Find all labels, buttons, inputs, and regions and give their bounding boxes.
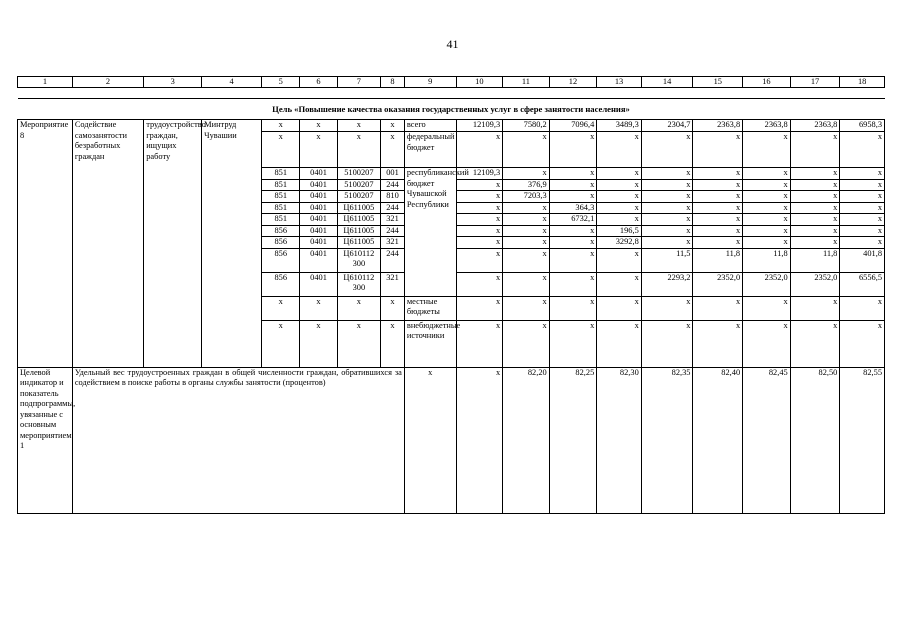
value-cell: x xyxy=(790,214,840,226)
indicator-row xyxy=(18,367,885,513)
budget-code: 5100207 xyxy=(337,191,380,203)
value-cell: 2304,7 xyxy=(641,120,693,132)
value-cell: x xyxy=(743,296,791,320)
value-cell: x xyxy=(456,248,503,272)
value-cell: 3489,3 xyxy=(597,120,641,132)
value-cell: 6732,1 xyxy=(549,214,597,226)
value-cell: 12109,3 xyxy=(456,168,503,180)
funding-source: местные бюджеты xyxy=(404,296,456,320)
spacer-row xyxy=(18,88,885,99)
value-cell: x xyxy=(641,237,693,249)
value-cell: 376,9 xyxy=(503,179,550,191)
value-cell: x xyxy=(840,296,885,320)
budget-code: x xyxy=(381,320,405,367)
value-cell: x xyxy=(840,179,885,191)
budget-code: Ц610112 300 xyxy=(337,248,380,272)
column-number: 8 xyxy=(381,77,405,88)
value-cell: x xyxy=(743,202,791,214)
value-cell: x xyxy=(597,272,641,296)
value-cell: 2352,0 xyxy=(743,272,791,296)
budget-code: 851 xyxy=(262,202,300,214)
value-cell: x xyxy=(549,272,597,296)
value-cell: x xyxy=(641,168,693,180)
value-cell: x xyxy=(597,191,641,203)
value-cell: x xyxy=(840,168,885,180)
value-cell: 7096,4 xyxy=(549,120,597,132)
value-cell: x xyxy=(503,214,550,226)
column-number: 17 xyxy=(790,77,840,88)
budget-code: 321 xyxy=(381,214,405,226)
value-cell: x xyxy=(597,214,641,226)
funding-source: внебюджетные источники xyxy=(404,320,456,367)
value-cell: x xyxy=(456,214,503,226)
value-cell: x xyxy=(790,179,840,191)
value-cell: x xyxy=(549,191,597,203)
indicator-label: Целевой индикатор и показатель подпрограммы, увязанные с основным мероприятием 1 xyxy=(18,367,73,513)
value-cell: 2363,8 xyxy=(743,120,791,132)
value-cell: x xyxy=(743,179,791,191)
budget-table xyxy=(17,76,885,514)
budget-code: x xyxy=(300,320,337,367)
budget-code: x xyxy=(381,132,405,168)
value-cell: x xyxy=(743,225,791,237)
indicator-value: 82,25 xyxy=(549,367,597,513)
value-cell: x xyxy=(641,179,693,191)
budget-code: Ц611005 xyxy=(337,237,380,249)
value-cell: x xyxy=(790,296,840,320)
budget-code: x xyxy=(262,132,300,168)
value-cell: x xyxy=(503,202,550,214)
value-cell: 2352,0 xyxy=(693,272,743,296)
budget-code: 5100207 xyxy=(337,179,380,191)
budget-code: 851 xyxy=(262,191,300,203)
budget-code: 244 xyxy=(381,248,405,272)
value-cell: x xyxy=(641,214,693,226)
budget-code: x xyxy=(337,132,380,168)
value-cell: 12109,3 xyxy=(456,120,503,132)
value-cell: 2293,2 xyxy=(641,272,693,296)
value-cell: x xyxy=(549,168,597,180)
value-cell: x xyxy=(597,132,641,168)
column-number: 11 xyxy=(503,77,550,88)
column-number: 3 xyxy=(144,77,202,88)
budget-code: 0401 xyxy=(300,225,337,237)
value-cell: x xyxy=(693,179,743,191)
value-cell: x xyxy=(743,191,791,203)
value-cell: 11,8 xyxy=(743,248,791,272)
value-cell: 7203,3 xyxy=(503,191,550,203)
budget-code: x xyxy=(337,120,380,132)
value-cell: x xyxy=(693,225,743,237)
value-cell: x xyxy=(790,202,840,214)
budget-code: 0401 xyxy=(300,179,337,191)
value-cell: 401,8 xyxy=(840,248,885,272)
value-cell: x xyxy=(641,320,693,367)
value-cell: 2363,8 xyxy=(790,120,840,132)
budget-code: x xyxy=(300,132,337,168)
value-cell: x xyxy=(597,202,641,214)
value-cell: x xyxy=(840,320,885,367)
budget-code: 0401 xyxy=(300,237,337,249)
value-cell: x xyxy=(503,248,550,272)
value-cell: x xyxy=(456,237,503,249)
value-cell: x xyxy=(693,132,743,168)
budget-code: x xyxy=(337,320,380,367)
budget-code: x xyxy=(337,296,380,320)
value-cell: x xyxy=(790,168,840,180)
value-cell: x xyxy=(597,248,641,272)
event-label: Мероприятие 8 xyxy=(18,120,73,368)
indicator-value: 82,35 xyxy=(641,367,693,513)
budget-code: 5100207 xyxy=(337,168,380,180)
column-number: 9 xyxy=(404,77,456,88)
value-cell: x xyxy=(840,132,885,168)
budget-code: 851 xyxy=(262,179,300,191)
value-cell: x xyxy=(743,320,791,367)
budget-code: Ц611005 xyxy=(337,202,380,214)
value-cell: x xyxy=(549,132,597,168)
value-cell: x xyxy=(597,320,641,367)
indicator-value: x xyxy=(404,367,456,513)
funding-source: республиканский бюджет Чувашской Республики xyxy=(404,168,456,297)
value-cell: x xyxy=(641,132,693,168)
value-cell: x xyxy=(503,132,550,168)
column-number: 16 xyxy=(743,77,791,88)
value-cell: x xyxy=(503,237,550,249)
budget-code: 321 xyxy=(381,237,405,249)
budget-code: 856 xyxy=(262,248,300,272)
value-cell: x xyxy=(790,237,840,249)
value-cell: x xyxy=(503,272,550,296)
indicator-value: x xyxy=(456,367,503,513)
value-cell: 7580,2 xyxy=(503,120,550,132)
event-executor: Минтруд Чувашии xyxy=(202,120,262,368)
budget-code: 851 xyxy=(262,168,300,180)
value-cell: x xyxy=(597,179,641,191)
value-cell: x xyxy=(549,225,597,237)
value-cell: x xyxy=(549,237,597,249)
budget-code: 0401 xyxy=(300,191,337,203)
value-cell: x xyxy=(456,272,503,296)
budget-code: x xyxy=(262,120,300,132)
value-cell: x xyxy=(456,179,503,191)
budget-code: 856 xyxy=(262,225,300,237)
value-cell: x xyxy=(693,202,743,214)
value-cell: 11,5 xyxy=(641,248,693,272)
budget-code: x xyxy=(262,296,300,320)
value-cell: 11,8 xyxy=(693,248,743,272)
value-cell: x xyxy=(456,320,503,367)
value-cell: x xyxy=(693,191,743,203)
column-number: 6 xyxy=(300,77,337,88)
budget-code: Ц611005 xyxy=(337,225,380,237)
goal-title: Цель «Повышение качества оказания государственных услуг в сфере занятости населения» xyxy=(18,99,885,120)
budget-code: x xyxy=(381,296,405,320)
column-number: 10 xyxy=(456,77,503,88)
value-cell: 6556,5 xyxy=(840,272,885,296)
value-cell: x xyxy=(790,132,840,168)
budget-code: 244 xyxy=(381,202,405,214)
budget-code: 856 xyxy=(262,237,300,249)
value-cell: 6958,3 xyxy=(840,120,885,132)
table-row xyxy=(18,120,885,132)
budget-code: 321 xyxy=(381,272,405,296)
indicator-value: 82,55 xyxy=(840,367,885,513)
value-cell: x xyxy=(693,320,743,367)
budget-code: 244 xyxy=(381,179,405,191)
value-cell: x xyxy=(597,168,641,180)
value-cell: 364,3 xyxy=(549,202,597,214)
value-cell: x xyxy=(693,168,743,180)
value-cell: x xyxy=(790,320,840,367)
value-cell: x xyxy=(597,296,641,320)
budget-code: 0401 xyxy=(300,272,337,296)
budget-code: x xyxy=(262,320,300,367)
value-cell: x xyxy=(503,296,550,320)
indicator-name: Удельный вес трудоустроенных граждан в общей численности граждан, обратившихся за содействием в поиске работы в органы службы занятости (процентов) xyxy=(72,367,404,513)
budget-code: x xyxy=(381,120,405,132)
funding-source: федеральный бюджет xyxy=(404,132,456,168)
column-number: 7 xyxy=(337,77,380,88)
value-cell: x xyxy=(693,214,743,226)
value-cell: x xyxy=(790,191,840,203)
budget-code: 856 xyxy=(262,272,300,296)
event-name: Содействие самозанятости безработных граждан xyxy=(72,120,143,368)
value-cell: 2352,0 xyxy=(790,272,840,296)
budget-code: Ц610112 300 xyxy=(337,272,380,296)
budget-code: 0401 xyxy=(300,248,337,272)
value-cell: x xyxy=(456,191,503,203)
indicator-value: 82,45 xyxy=(743,367,791,513)
column-number: 12 xyxy=(549,77,597,88)
budget-code: x xyxy=(300,120,337,132)
indicator-value: 82,50 xyxy=(790,367,840,513)
column-number-row xyxy=(18,77,885,88)
value-cell: x xyxy=(743,132,791,168)
value-cell: x xyxy=(456,202,503,214)
event-result: трудоустройство граждан, ищущих работу xyxy=(144,120,202,368)
budget-code: Ц611005 xyxy=(337,214,380,226)
value-cell: x xyxy=(693,296,743,320)
value-cell: 2363,8 xyxy=(693,120,743,132)
column-number: 14 xyxy=(641,77,693,88)
value-cell: x xyxy=(456,296,503,320)
value-cell: x xyxy=(840,237,885,249)
value-cell: x xyxy=(549,248,597,272)
value-cell: x xyxy=(641,191,693,203)
column-number: 18 xyxy=(840,77,885,88)
value-cell: x xyxy=(549,179,597,191)
value-cell: x xyxy=(503,168,550,180)
value-cell: x xyxy=(503,320,550,367)
value-cell: x xyxy=(743,237,791,249)
value-cell: x xyxy=(840,214,885,226)
budget-code: 0401 xyxy=(300,202,337,214)
column-number: 5 xyxy=(262,77,300,88)
column-number: 13 xyxy=(597,77,641,88)
column-number: 2 xyxy=(72,77,143,88)
column-number: 1 xyxy=(18,77,73,88)
value-cell: x xyxy=(743,214,791,226)
indicator-value: 82,20 xyxy=(503,367,550,513)
value-cell: x xyxy=(456,132,503,168)
value-cell: 196,5 xyxy=(597,225,641,237)
value-cell: x xyxy=(456,225,503,237)
page-number: 41 xyxy=(446,37,459,51)
budget-code: 0401 xyxy=(300,214,337,226)
goal-row xyxy=(18,99,885,120)
value-cell: x xyxy=(693,237,743,249)
budget-code: 851 xyxy=(262,214,300,226)
budget-code: 0401 xyxy=(300,168,337,180)
budget-code: 810 xyxy=(381,191,405,203)
value-cell: x xyxy=(641,202,693,214)
value-cell: x xyxy=(840,191,885,203)
funding-source: всего xyxy=(404,120,456,132)
column-number: 4 xyxy=(202,77,262,88)
value-cell: 11,8 xyxy=(790,248,840,272)
value-cell: x xyxy=(743,168,791,180)
budget-code: 001 xyxy=(381,168,405,180)
indicator-value: 82,40 xyxy=(693,367,743,513)
value-cell: x xyxy=(790,225,840,237)
budget-code: 244 xyxy=(381,225,405,237)
value-cell: x xyxy=(641,225,693,237)
value-cell: x xyxy=(549,320,597,367)
value-cell: 3292,8 xyxy=(597,237,641,249)
column-number: 15 xyxy=(693,77,743,88)
value-cell: x xyxy=(641,296,693,320)
budget-code: x xyxy=(300,296,337,320)
value-cell: x xyxy=(840,202,885,214)
value-cell: x xyxy=(840,225,885,237)
value-cell: x xyxy=(549,296,597,320)
indicator-value: 82,30 xyxy=(597,367,641,513)
value-cell: x xyxy=(503,225,550,237)
